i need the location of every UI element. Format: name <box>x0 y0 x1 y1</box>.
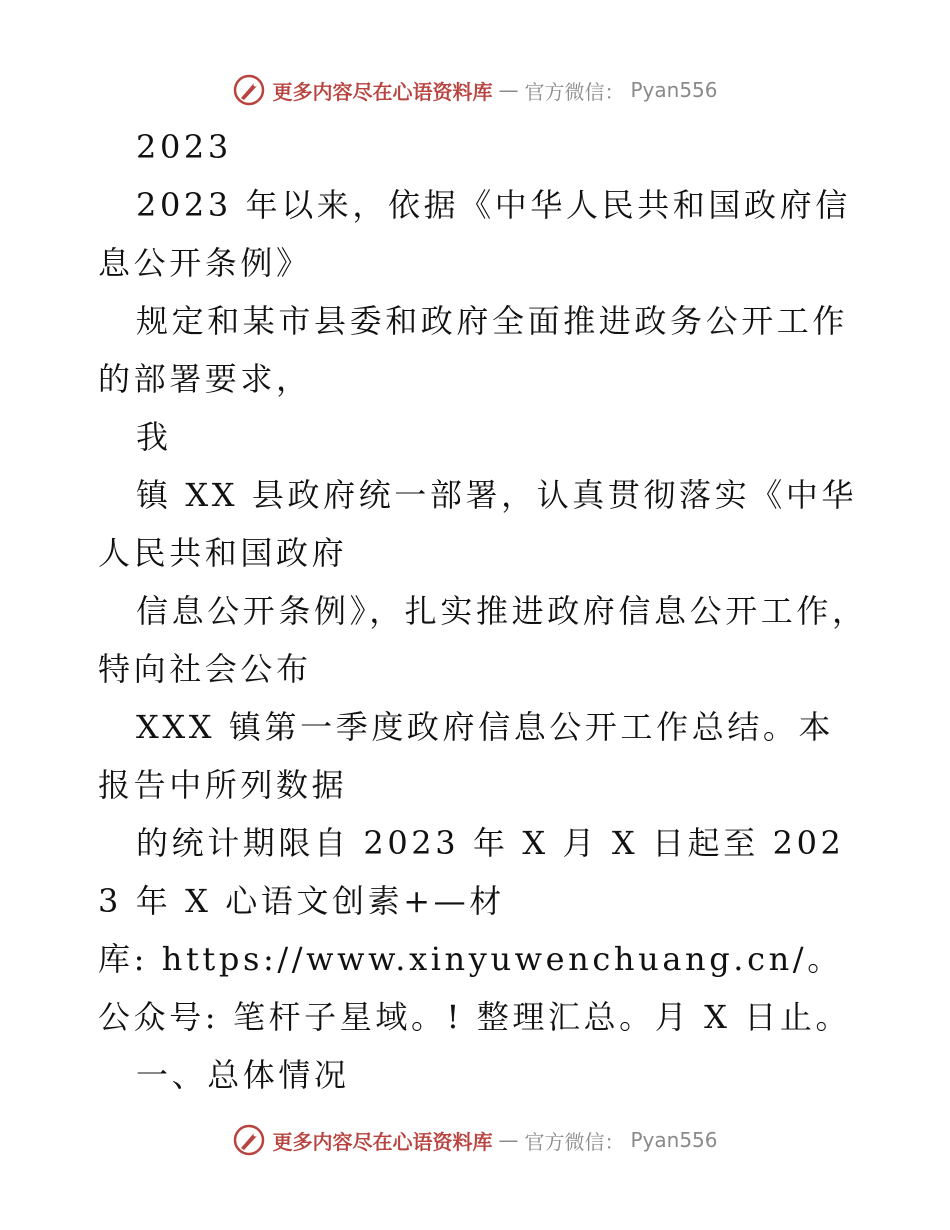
watermark-official-label: 官方微信： <box>524 79 625 104</box>
watermark-dash: — <box>498 1128 519 1152</box>
pen-nib-icon <box>232 1123 266 1157</box>
watermark-official-label: 官方微信： <box>524 1129 625 1154</box>
paragraph: 的统计期限自 2023 年 X 月 X 日起至 2023 年 X 心语文创素+—材 <box>98 824 845 920</box>
paragraph: 我 <box>136 418 172 456</box>
header-watermark <box>0 70 950 110</box>
paragraph: 2023 <box>136 128 232 166</box>
watermark-brand: 更多内容尽在心语资料库 <box>272 79 493 104</box>
section-heading: 一、总体情况 <box>136 1056 350 1094</box>
paragraph: 2023 年以来，依据《中华人民共和国政府信息公开条例》 <box>98 186 851 282</box>
paragraph: 库: https://www.xinyuwenchuang.cn/。公众号: 笔杆子星域。! 整理汇总。月 X 日止。 <box>98 940 852 1036</box>
watermark-wechat-id: Pyan556 <box>630 1128 718 1152</box>
pen-nib-icon <box>232 73 266 107</box>
paragraph: XXX 镇第一季度政府信息公开工作总结。本报告中所列数据 <box>98 708 835 804</box>
paragraph: 信息公开条例》，扎实推进政府信息公开工作，特向社会公布 <box>98 592 868 688</box>
paragraph: 镇 XX 县政府统一部署，认真贯彻落实《中华人民共和国政府 <box>98 476 858 572</box>
footer-watermark <box>0 1120 950 1160</box>
watermark-wechat-id: Pyan556 <box>630 78 718 102</box>
watermark-dash: — <box>498 78 519 102</box>
document-body <box>98 118 868 1104</box>
paragraph: 规定和某市县委和政府全面推进政务公开工作的部署要求， <box>98 302 849 398</box>
watermark-brand: 更多内容尽在心语资料库 <box>272 1129 493 1154</box>
